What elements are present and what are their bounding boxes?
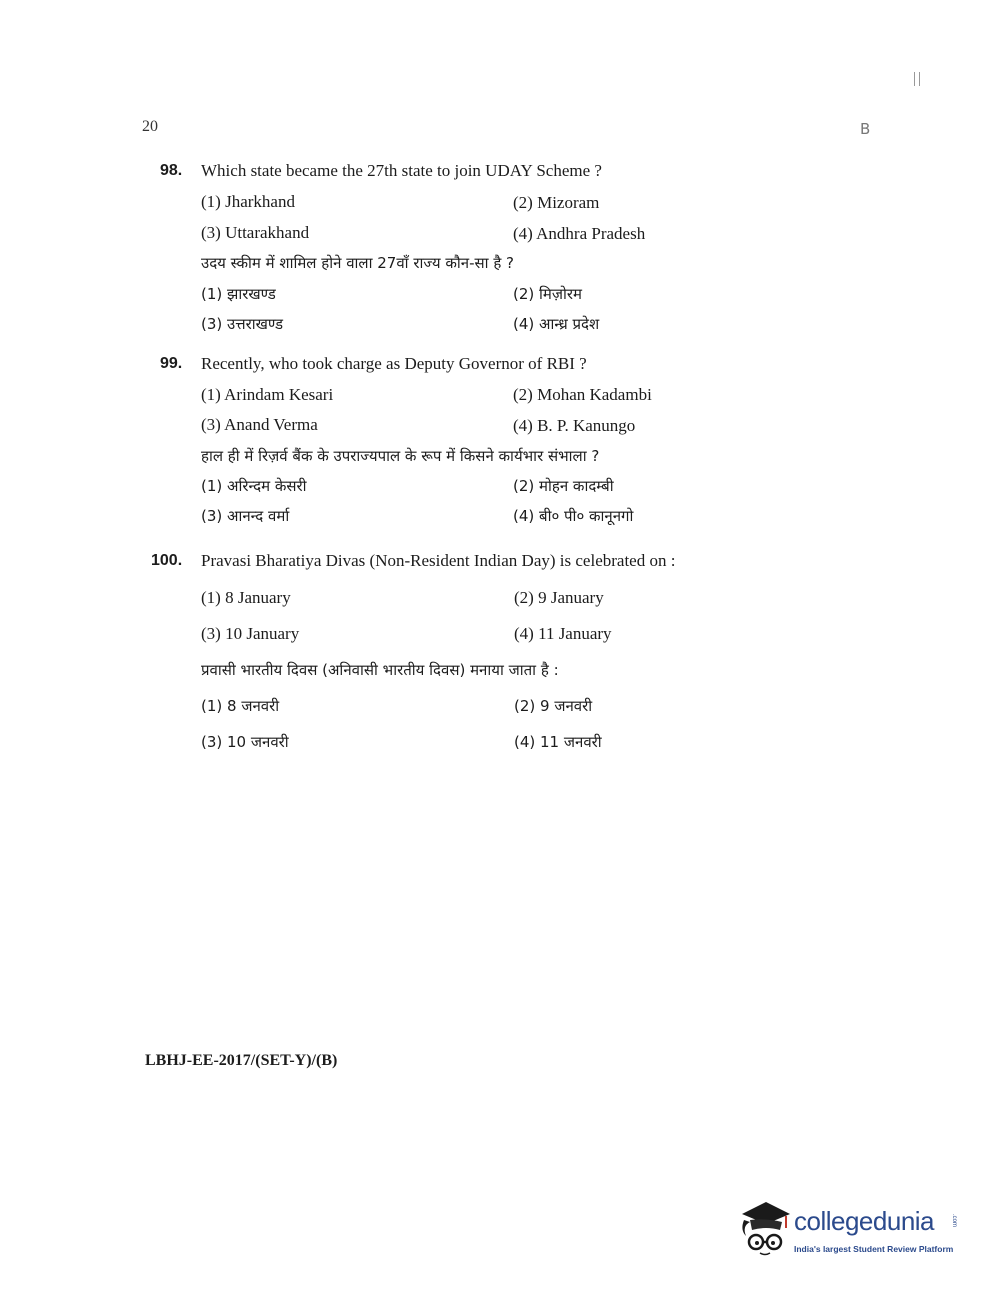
page-number: 20 [142,118,158,135]
question-number: 100. [151,552,183,569]
option-4-hindi: (4) बी० पी० कानूनगो [513,507,634,525]
logo-suffix: .com [951,1214,957,1228]
option-1: (1) 8 January [201,588,291,607]
set-letter: B [860,120,871,138]
option-1-hindi: (1) अरिन्दम केसरी [201,477,307,495]
corner-mark [914,72,920,86]
option-2-hindi: (2) मोहन कादम्बी [513,477,614,495]
option-3-hindi: (3) 10 जनवरी [201,733,289,751]
option-2: (2) 9 January [514,588,604,607]
logo-tagline: India's largest Student Review Platform [794,1244,954,1254]
option-1: (1) Arindam Kesari [201,385,334,404]
student-mascot-icon [736,1196,792,1258]
question-number: 98. [160,162,183,179]
option-1-hindi: (1) झारखण्ड [201,285,276,303]
logo-wordmark: collegedunia [794,1206,935,1236]
question-text-hindi: हाल ही में रिज़र्व बैंक के उपराज्यपाल के रूप में किसने कार्यभार संभाला ? [201,447,600,465]
option-1: (1) Jharkhand [201,192,295,211]
question-text: Which state became the 27th state to join UDAY Scheme ? [201,161,602,180]
option-4: (4) B. P. Kanungo [513,416,636,435]
option-2-hindi: (2) मिज़ोरम [513,285,582,303]
option-4: (4) 11 January [514,624,612,643]
option-1-hindi: (1) 8 जनवरी [201,697,280,715]
paper-code: LBHJ-EE-2017/(SET-Y)/(B) [145,1052,338,1069]
option-3: (3) Anand Verma [201,415,318,434]
question-text-hindi: उदय स्कीम में शामिल होने वाला 27वाँ राज्य कौन-सा है ? [201,254,515,272]
question-text-hindi: प्रवासी भारतीय दिवस (अनिवासी भारतीय दिवस) मनाया जाता है : [201,661,559,679]
option-2: (2) Mizoram [513,193,600,212]
option-2: (2) Mohan Kadambi [513,385,652,404]
collegedunia-logo[interactable] [736,1196,966,1266]
option-3: (3) Uttarakhand [201,223,310,242]
option-3: (3) 10 January [201,624,300,643]
question-number: 99. [160,355,183,372]
question-text: Recently, who took charge as Deputy Governor of RBI ? [201,354,587,373]
option-4-hindi: (4) आन्ध्र प्रदेश [513,315,600,333]
option-2-hindi: (2) 9 जनवरी [514,697,593,715]
option-4-hindi: (4) 11 जनवरी [514,733,602,751]
question-text: Pravasi Bharatiya Divas (Non-Resident Indian Day) is celebrated on : [201,551,676,570]
option-3-hindi: (3) उत्तराखण्ड [201,315,284,333]
option-3-hindi: (3) आनन्द वर्मा [201,507,290,525]
option-4: (4) Andhra Pradesh [513,224,646,243]
